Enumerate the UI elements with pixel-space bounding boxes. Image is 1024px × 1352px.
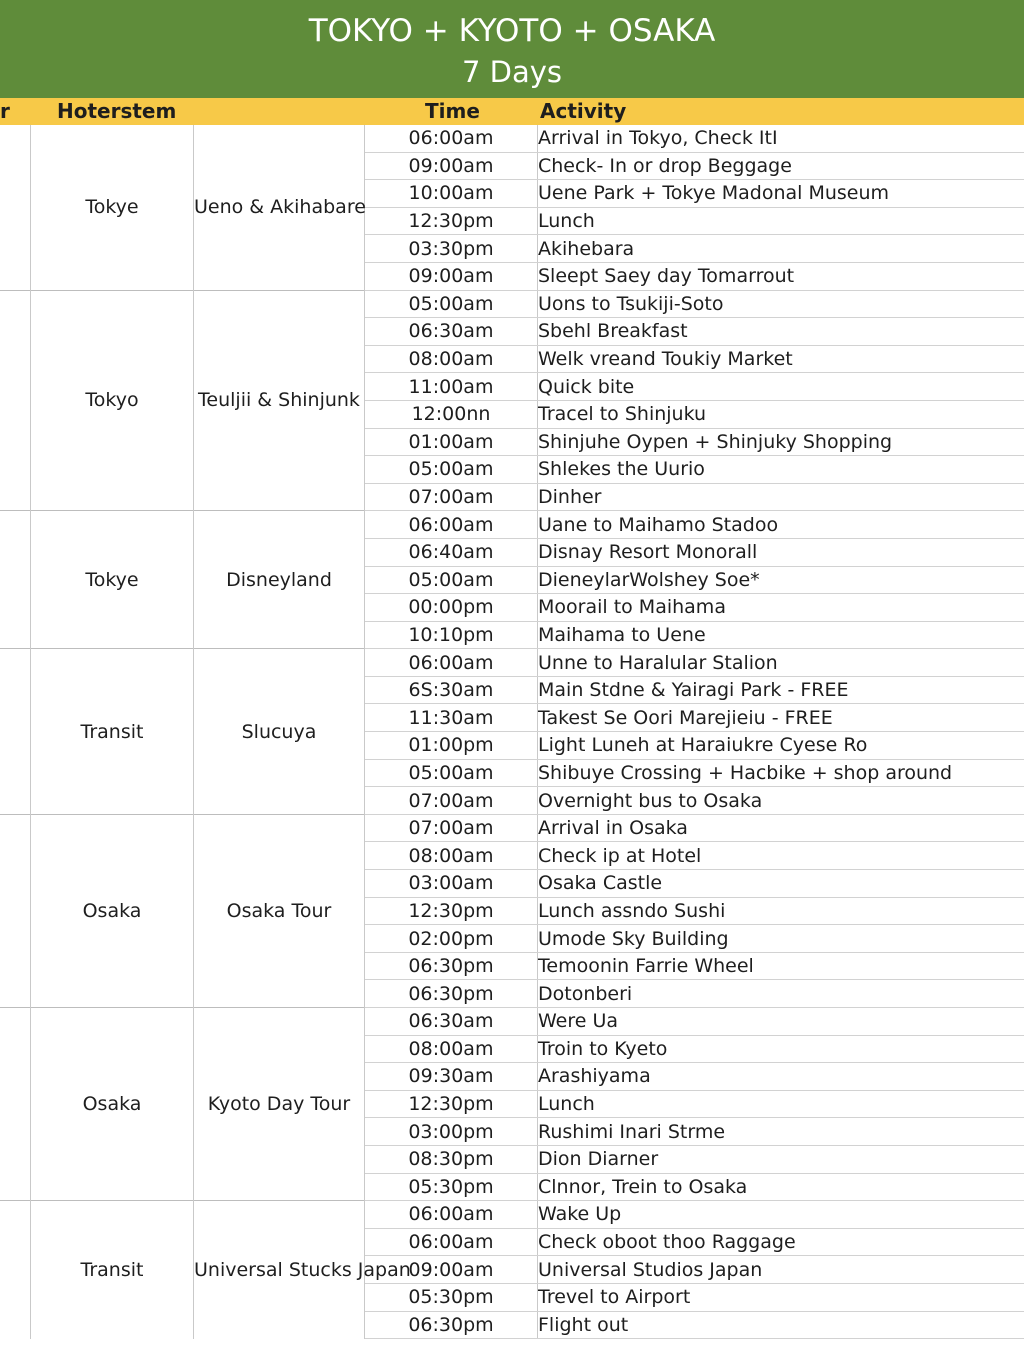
hotel-cell: Transit	[31, 1201, 194, 1339]
time-cell: 09:00am	[365, 152, 538, 180]
time-cell: 07:00am	[365, 787, 538, 815]
activity-cell: Quick bite	[538, 373, 1024, 401]
time-cell: 03:30pm	[365, 235, 538, 263]
activity-cell: Uene Park + Tokye Madonal Museum	[538, 180, 1024, 208]
area-cell: Disneyland	[194, 511, 365, 649]
time-cell: 08:00am	[365, 345, 538, 373]
time-cell: 11:00am	[365, 373, 538, 401]
activity-cell: Sbehl Breakfast	[538, 318, 1024, 346]
column-header-row	[0, 98, 1024, 125]
activity-cell: Check- In or drop Beggage	[538, 152, 1024, 180]
time-cell: 05:00am	[365, 290, 538, 318]
time-cell: 02:00pm	[365, 925, 538, 953]
time-cell: 08:30pm	[365, 1145, 538, 1173]
activity-cell: Clnnor, Trein to Osaka	[538, 1173, 1024, 1201]
header-hotel: Hoterstem	[57, 99, 177, 123]
itinerary-subtitle: 7 Days	[461, 55, 563, 89]
hotel-cell: Transit	[31, 649, 194, 815]
time-cell: 06:00am	[365, 511, 538, 539]
activity-cell: Arrival in Tokyo, Check ItI	[538, 125, 1024, 152]
activity-cell: Akihebara	[538, 235, 1024, 263]
activity-cell: Dotonberi	[538, 980, 1024, 1008]
day-marker-cell	[0, 1201, 31, 1339]
activity-cell: Rushimi Inari Strme	[538, 1118, 1024, 1146]
activity-cell: Dion Diarner	[538, 1145, 1024, 1173]
activity-cell: Lunch assndo Sushi	[538, 897, 1024, 925]
header-col0: r	[0, 99, 10, 123]
activity-cell: Maihama to Uene	[538, 621, 1024, 649]
activity-cell: Moorail to Maihama	[538, 594, 1024, 622]
activity-cell: Welk vreand Toukiy Market	[538, 345, 1024, 373]
activity-cell: Temoonin Farrie Wheel	[538, 952, 1024, 980]
time-cell: 07:00am	[365, 814, 538, 842]
itinerary-row	[0, 511, 1024, 539]
itinerary-row	[0, 814, 1024, 842]
time-cell: 10:00am	[365, 180, 538, 208]
activity-cell: Takest Se Oori Marejieiu - FREE	[538, 704, 1024, 732]
activity-cell: Disnay Resort Monorall	[538, 538, 1024, 566]
time-cell: 05:30pm	[365, 1283, 538, 1311]
activity-cell: Shlekes the Uurio	[538, 456, 1024, 484]
activity-cell: Light Luneh at Haraiukre Cyese Ro	[538, 732, 1024, 760]
activity-cell: Sleept Saey day Tomarrout	[538, 262, 1024, 290]
activity-cell: Were Ua	[538, 1008, 1024, 1036]
time-cell: 06:30am	[365, 1008, 538, 1036]
day-marker-cell	[0, 814, 31, 1007]
hotel-cell: Tokye	[31, 511, 194, 649]
activity-cell: Trevel to Airport	[538, 1283, 1024, 1311]
time-cell: 06:00am	[365, 649, 538, 677]
time-cell: 08:00am	[365, 842, 538, 870]
activity-cell: Main Stdne & Yairagi Park - FREE	[538, 676, 1024, 704]
day-marker-cell	[0, 511, 31, 649]
area-cell: Osaka Tour	[194, 814, 365, 1007]
itinerary-title: TOKYO + KYOTO + OSAKA	[308, 13, 716, 49]
itinerary-row	[0, 290, 1024, 318]
day-marker-cell	[0, 649, 31, 815]
time-cell: 01:00am	[365, 428, 538, 456]
time-cell: 06:40am	[365, 538, 538, 566]
activity-cell: Arashiyama	[538, 1063, 1024, 1091]
activity-cell: Shinjuhe Oypen + Shinjuky Shopping	[538, 428, 1024, 456]
activity-cell: Lunch	[538, 1090, 1024, 1118]
itinerary-row	[0, 125, 1024, 152]
activity-cell: DieneylarWolshey Soe*	[538, 566, 1024, 594]
activity-cell: Tracel to Shinjuku	[538, 400, 1024, 428]
time-cell: 05:00am	[365, 566, 538, 594]
time-cell: 05:00am	[365, 759, 538, 787]
activity-cell: Wake Up	[538, 1201, 1024, 1229]
header-time: Time	[425, 99, 480, 123]
time-cell: 09:00am	[365, 1256, 538, 1284]
time-cell: 09:30am	[365, 1063, 538, 1091]
area-cell: Slucuya	[194, 649, 365, 815]
day-marker-cell	[0, 1008, 31, 1201]
time-cell: 12:30pm	[365, 1090, 538, 1118]
itinerary-title-banner	[0, 0, 1024, 98]
area-cell: Teuljii & Shinjunk	[194, 290, 365, 511]
time-cell: 07:00am	[365, 483, 538, 511]
time-cell: 09:00am	[365, 262, 538, 290]
activity-cell: Lunch	[538, 207, 1024, 235]
time-cell: 12:30pm	[365, 897, 538, 925]
activity-cell: Check oboot thoo Raggage	[538, 1228, 1024, 1256]
time-cell: 06:00am	[365, 1201, 538, 1229]
itinerary-row	[0, 1201, 1024, 1229]
activity-cell: Shibuye Crossing + Hacbike + shop around	[538, 759, 1024, 787]
area-cell: Kyoto Day Tour	[194, 1008, 365, 1201]
time-cell: 06:00am	[365, 125, 538, 152]
time-cell: 00:00pm	[365, 594, 538, 622]
activity-cell: Uane to Maihamo Stadoo	[538, 511, 1024, 539]
time-cell: 06:30pm	[365, 1311, 538, 1339]
time-cell: 12:00nn	[365, 400, 538, 428]
header-activity: Activity	[540, 99, 627, 123]
itinerary-table	[0, 125, 1024, 1339]
activity-cell: Overnight bus to Osaka	[538, 787, 1024, 815]
hotel-cell: Osaka	[31, 1008, 194, 1201]
time-cell: 10:10pm	[365, 621, 538, 649]
area-cell: Ueno & Akihabare	[194, 125, 365, 290]
time-cell: 03:00pm	[365, 1118, 538, 1146]
activity-cell: Flight out	[538, 1311, 1024, 1339]
hotel-cell: Osaka	[31, 814, 194, 1007]
activity-cell: Universal Studios Japan	[538, 1256, 1024, 1284]
activity-cell: Troin to Kyeto	[538, 1035, 1024, 1063]
itinerary-row	[0, 649, 1024, 677]
time-cell: 01:00pm	[365, 732, 538, 760]
time-cell: 08:00am	[365, 1035, 538, 1063]
time-cell: 06:30am	[365, 318, 538, 346]
hotel-cell: Tokyo	[31, 290, 194, 511]
activity-cell: Arrival in Osaka	[538, 814, 1024, 842]
hotel-cell: Tokye	[31, 125, 194, 290]
day-marker-cell	[0, 290, 31, 511]
time-cell: 12:30pm	[365, 207, 538, 235]
activity-cell: Dinher	[538, 483, 1024, 511]
activity-cell: Osaka Castle	[538, 870, 1024, 898]
area-cell: Universal Stucks Japan	[194, 1201, 365, 1339]
day-marker-cell	[0, 125, 31, 290]
time-cell: 05:30pm	[365, 1173, 538, 1201]
time-cell: 06:30pm	[365, 980, 538, 1008]
activity-cell: Uons to Tsukiji-Soto	[538, 290, 1024, 318]
activity-cell: Unne to Haralular Stalion	[538, 649, 1024, 677]
time-cell: 6S:30am	[365, 676, 538, 704]
time-cell: 11:30am	[365, 704, 538, 732]
itinerary-row	[0, 1008, 1024, 1036]
time-cell: 06:30pm	[365, 952, 538, 980]
time-cell: 03:00am	[365, 870, 538, 898]
activity-cell: Check ip at Hotel	[538, 842, 1024, 870]
time-cell: 05:00am	[365, 456, 538, 484]
activity-cell: Umode Sky Building	[538, 925, 1024, 953]
time-cell: 06:00am	[365, 1228, 538, 1256]
